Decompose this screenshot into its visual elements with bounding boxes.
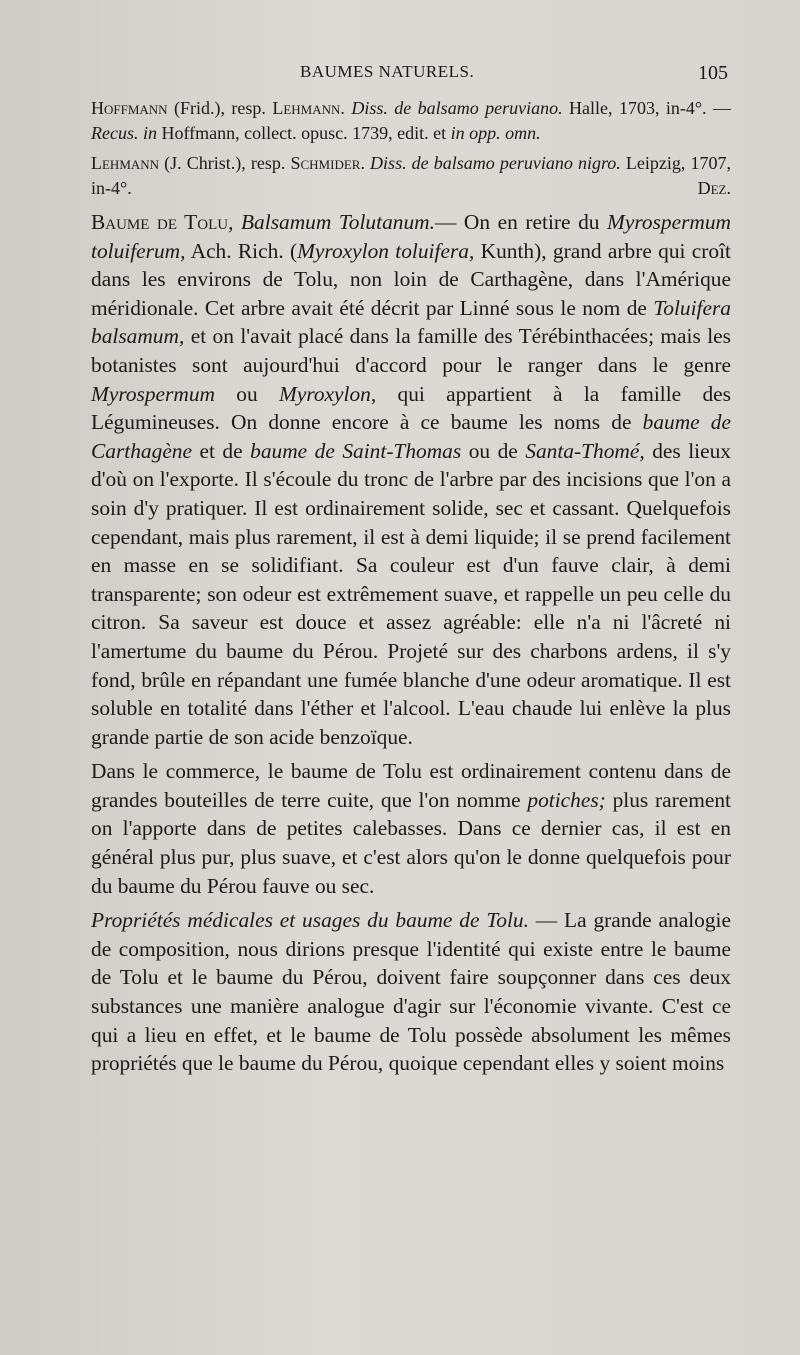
subsection-heading: Propriétés médicales et usages du baume de Tolu.: [91, 908, 529, 933]
author-signature: Dez.: [697, 177, 731, 198]
paragraph-baume-de-tolu: Baume de Tolu, Balsamum Tolutanum.— On en retire du Myrospermum toluiferum, Ach. Rich. (Myroxylon toluifera, Kunth), grand arbre qui croît dans les environs de Tolu, non loin de Carthagène, dans l'Amérique méridionale. Cet arbre avait été décrit par Linné sous le nom de Toluifera balsamum, et on l'avait placé dans la famille des Térébinthacées; mais les botanistes sont aujourd'hui d'accord pour le ranger dans le genre Myrospermum ou Myroxylon, qui appartient à la famille des Légumineuses. On donne encore à ce baume les noms de baume de Carthagène et de baume de Saint-Thomas ou de Santa-Thomé, des lieux d'où on l'exporte. Il s'écoule du tronc de l'arbre par des incisions que l'on a soin d'y pratiquer. Il est ordinairement solide, sec et cassant. Quelquefois cependant, mais plus rarement, il est à demi liquide; il se prend facilement en masse en se solidifiant. Sa couleur est d'un fauve clair, à demi transparente; son odeur est extrêmement suave, et rappelle un peu celle du citron. Sa saveur est douce et assez agréable: elle n'a ni l'âcreté ni l'amertume du baume du Pérou. Projeté sur des charbons ardens, il s'y fond, brûle en répandant une fumée blanche d'une odeur aromatique. Il est soluble en totalité dans l'éther et l'alcool. L'eau chaude lui enlève la plus grande partie de son acide benzoïque.: [91, 210, 732, 749]
reference-lehmann: Lehmann (J. Christ.), resp. Schmider. Diss. de balsamo peruviano nigro. Leipzig, 1707, in-4°. Dez.: [91, 151, 731, 200]
paragraph-proprietes: Propriétés médicales et usages du baume de Tolu. — La grande analogie de composition, nous dirions presque l'identité qui existe entre le baume de Tolu et le baume du Pérou, doivent faire soupçonner dans ces deux substances une manière analogue d'agir sur l'économie vivante. C'est ce qui a lieu en effet, et le baume de Tolu possède absolument les mêmes propriétés que le baume du Pérou, quoique cependant elles y soient moins: [91, 908, 731, 1076]
paragraph-commerce: Dans le commerce, le baume de Tolu est ordinairement contenu dans de grandes bouteilles de terre cuite, que l'on nomme potiches; plus rarement on l'apporte dans de petites calebasses. Dans ce dernier cas, il est en général plus pur, plus suave, et c'est alors qu'on le donne quelquefois pour du baume du Pérou fauve ou sec.: [91, 759, 731, 898]
running-title: BAUMES NATURELS.: [300, 62, 475, 81]
page-body: [91, 96, 731, 1078]
reference-hoffmann: Hoffmann (Frid.), resp. Lehmann. Diss. de balsamo peruviano. Halle, 1703, in-4°. — Recus. in Hoffmann, collect. opusc. 1739, edit. et in opp. omn.: [91, 98, 731, 143]
page-header: [90, 62, 730, 86]
article-heading: Baume de Tolu,: [91, 210, 234, 234]
page-number: 105: [698, 62, 728, 84]
